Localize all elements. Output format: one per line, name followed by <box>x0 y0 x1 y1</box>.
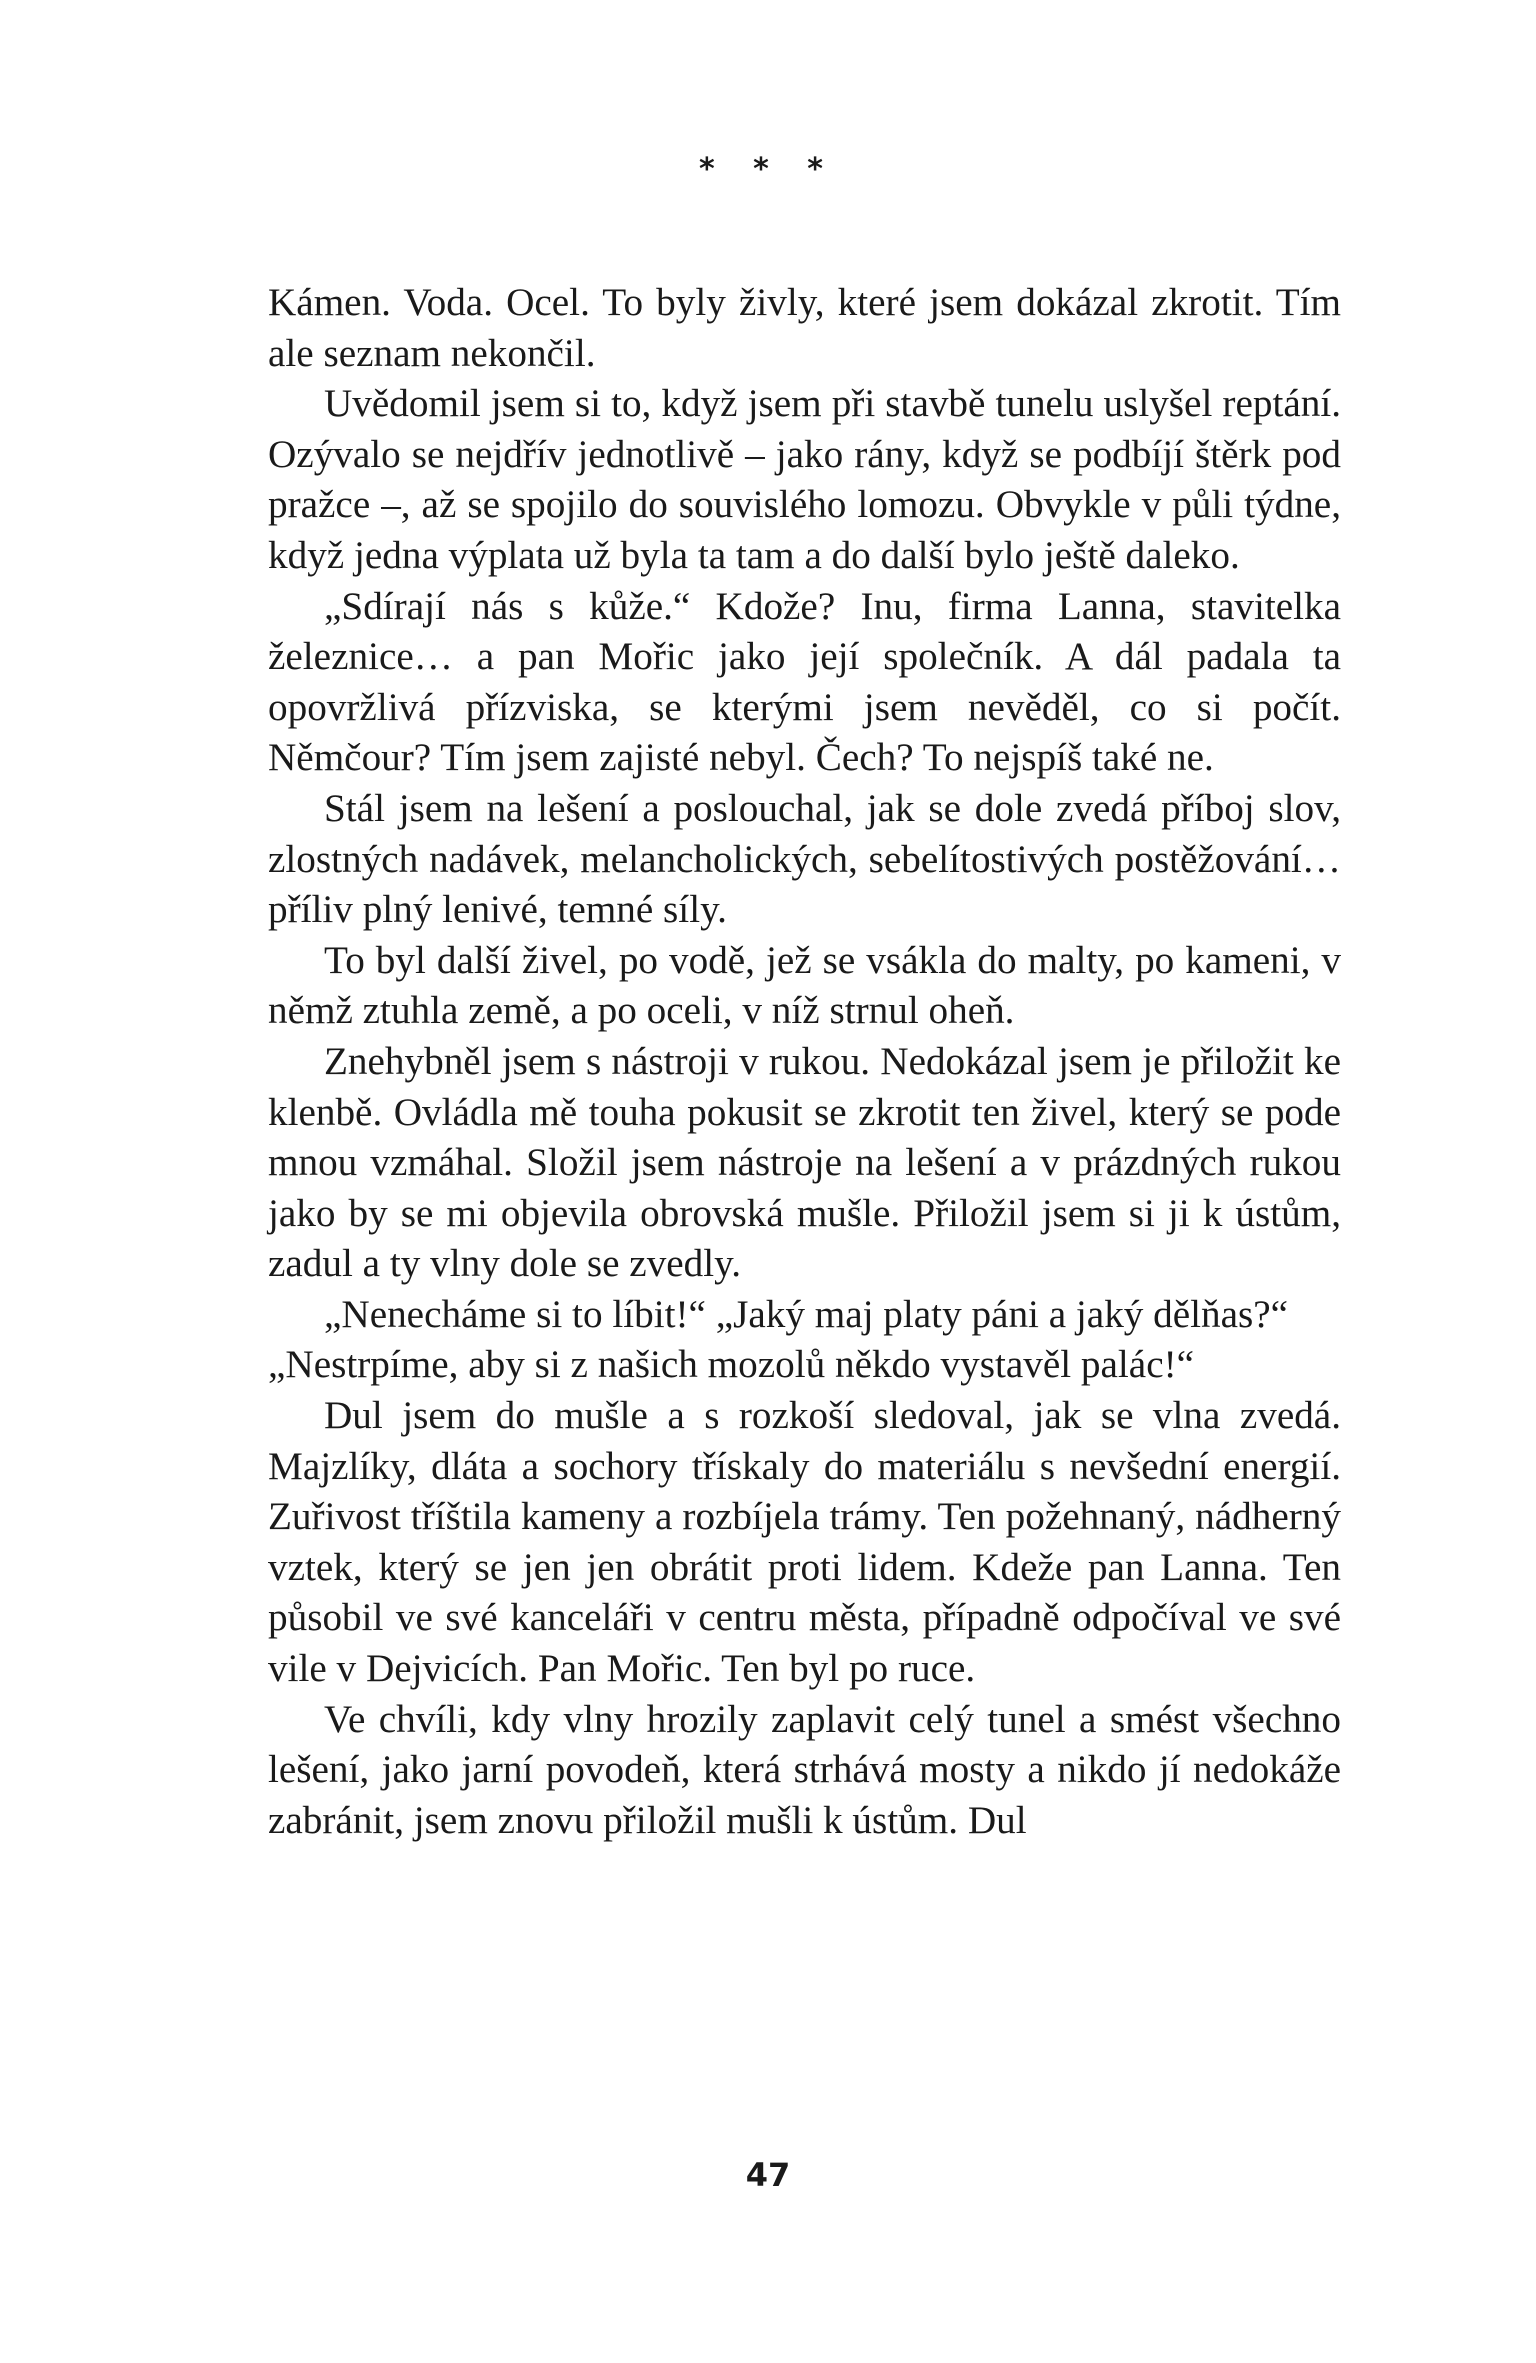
page-number: 47 <box>745 2156 791 2194</box>
paragraph: Uvědomil jsem si to, když jsem při stavbě tunelu uslyšel reptání. Ozývalo se nejdřív jednotlivě – jako rány, když se podbíjí štěrk pod pražce –, až se spojilo do souvislého lomozu. Obvykle v půli týdne, když jedna výplata už byla ta tam a do další bylo ještě daleko. <box>268 382 1341 577</box>
paragraph: Znehybněl jsem s nástroji v rukou. Nedokázal jsem je přiložit ke klenbě. Ovládla mě touha pokusit se zkrotit ten živel, který se pode mnou vzmáhal. Složil jsem nástroje na lešení a v prázdných rukou jako by se mi objevila obrovská mušle. Přiložil jsem si ji k ústům, zadul a ty vlny dole se zvedly. <box>268 1039 1341 1286</box>
paragraph: Dul jsem do mušle a s rozkoší sledoval, jak se vlna zvedá. Majzlíky, dláta a sochory třískaly do materiálu s nevšední energií. Zuřivost tříštila kameny a rozbíjela trámy. Ten požehnaný, nádherný vztek, který se jen jen obrátit proti lidem. Kdeže pan Lanna. Ten působil ve své kanceláři v centru města, případně odpočíval ve své vile v Dejvicích. Pan Mořic. Ten byl po ruce. <box>268 1394 1341 1691</box>
paragraph: Kámen. Voda. Ocel. To byly živly, které jsem dokázal zkrotit. Tím ale seznam nekončil. <box>268 281 1341 375</box>
paragraph: „Nenecháme si to líbit!“ „Jaký maj platy páni a jaký dělňas?“ <box>324 1292 1289 1336</box>
section-separator: * * * <box>699 152 837 187</box>
paragraph: Stál jsem na lešení a poslouchal, jak se dole zvedá příboj slov, zlostných nadávek, melancholických, sebelítostivých postěžování… příliv plný lenivé, temné síly. <box>268 786 1341 932</box>
body-text <box>268 278 1341 1846</box>
paragraph: Ve chvíli, kdy vlny hrozily zaplavit celý tunel a smést všechno lešení, jako jarní povodeň, která strhává mosty a nikdo jí nedokáže zabránit, jsem znovu přiložil mušli k ústům. Dul <box>268 1697 1341 1842</box>
paragraph: To byl další živel, po vodě, jež se vsákla do malty, po kameni, v němž ztuhla země, a po oceli, v níž strnul oheň. <box>268 938 1341 1033</box>
paragraph: „Nestrpíme, aby si z našich mozolů někdo vystavěl palác!“ <box>268 1343 1195 1387</box>
paragraph: „Sdírají nás s kůže.“ Kdože? Inu, firma Lanna, stavitelka železnice… a pan Mořic jako její společník. A dál padala ta opovržlivá přízviska, se kterými jsem nevěděl, co si počít. Němčour? Tím jsem zajisté nebyl. Čech? To nejspíš také ne. <box>268 584 1341 780</box>
